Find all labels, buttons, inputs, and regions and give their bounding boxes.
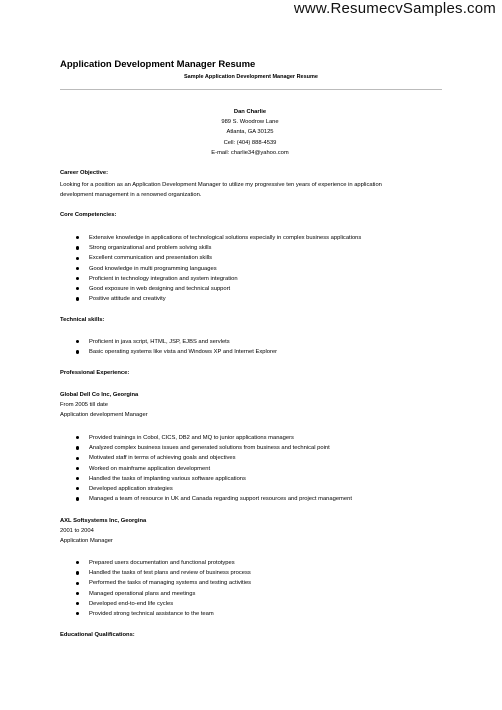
list-item xyxy=(76,337,277,347)
bullet-icon xyxy=(76,561,79,564)
job-duties-list xyxy=(76,433,352,504)
list-item xyxy=(76,253,361,263)
bullet-icon xyxy=(76,446,79,449)
bullet-icon xyxy=(76,436,79,439)
list-item xyxy=(76,443,352,453)
list-item-text: Prepared users documentation and functional prototypes xyxy=(89,560,235,566)
core-competencies-heading: Core Competencies: xyxy=(60,212,117,218)
document-subtitle-text: Sample Application Development Manager Resume xyxy=(184,74,318,80)
list-item-text: Performed the tasks of managing systems and testing activities xyxy=(89,580,252,587)
list-item xyxy=(76,578,251,588)
list-item-text: Excellent communication and presentation skills xyxy=(89,255,213,262)
technical-skills-list xyxy=(76,337,277,357)
professional-experience-heading: Professional Experience: xyxy=(60,370,130,376)
job-dates: From 2005 till date xyxy=(60,402,109,409)
list-item-text: Developed application strategies xyxy=(89,486,173,493)
list-item xyxy=(76,599,251,609)
city-line: Atlanta, GA 30125 xyxy=(226,129,274,136)
list-item xyxy=(76,589,251,599)
bullet-icon xyxy=(76,267,79,270)
list-item-text: Handled the tasks of implanting various software applications xyxy=(89,475,246,482)
list-item-text: Good knowledge in multi programming languages xyxy=(89,265,217,272)
list-item xyxy=(76,274,361,284)
job-dates: 2001 to 2004 xyxy=(60,528,94,535)
career-objective-heading: Career Objective: xyxy=(60,170,109,176)
list-item-text: Proficient in java script, HTML, JSP, EJBS and servlets xyxy=(89,339,230,345)
email-line: E-mail: charlie34@yahoo.com xyxy=(211,149,289,156)
list-item xyxy=(76,474,352,484)
list-item-text: Proficient in technology integration and system integration xyxy=(89,275,238,282)
list-item xyxy=(76,464,352,474)
list-item-text: Managed a team of resource in UK and Canada regarding support resources and project management xyxy=(89,496,352,503)
list-item xyxy=(76,453,352,463)
bullet-icon xyxy=(76,582,79,585)
bullet-icon xyxy=(76,571,79,574)
list-item-text: Provided trainings in Cobol, CICS, DB2 and MQ to junior applications managers xyxy=(89,435,294,441)
bullet-icon xyxy=(76,592,79,595)
list-item xyxy=(76,568,251,578)
bullet-icon xyxy=(76,257,79,260)
job-header xyxy=(60,390,148,421)
list-item-text: Good exposure in web designing and technical support xyxy=(89,286,231,293)
list-item-text: Developed end-to-end life cycles xyxy=(89,600,174,607)
list-item-text: Managed operational plans and meetings xyxy=(89,590,196,597)
list-item-text: Strong organizational and problem solving skills xyxy=(89,245,212,252)
candidate-name: Dan Charlie xyxy=(233,109,267,115)
bullet-icon xyxy=(76,467,79,470)
bullet-icon xyxy=(76,477,79,480)
list-item xyxy=(76,347,277,357)
cell-line: Cell: (404) 888-4539 xyxy=(223,139,277,146)
list-item-text: Analyzed complex business issues and generated solutions from business and technical point xyxy=(89,445,330,452)
list-item-text: Positive attitude and creativity xyxy=(89,296,166,303)
list-item xyxy=(76,609,251,619)
bullet-icon xyxy=(76,246,79,249)
core-competencies-list xyxy=(76,233,361,304)
company-name: Global Dell Co Inc, Georgina xyxy=(60,392,139,398)
bullet-icon xyxy=(76,602,79,605)
list-item-text: Motivated staff in terms of achieving goals and objectives xyxy=(89,455,236,462)
bullet-icon xyxy=(76,340,79,343)
bullet-icon xyxy=(76,497,79,500)
header-divider xyxy=(60,89,442,90)
job-role: Application Manager xyxy=(60,538,113,545)
list-item xyxy=(76,284,361,294)
company-name: AXL Softsystems Inc, Georgina xyxy=(60,518,147,524)
address-line: 989 S. Woodrow Lane xyxy=(221,119,279,126)
list-item xyxy=(76,243,361,253)
list-item-text: Extensive knowledge in applications of technological solutions especially in complex business applications xyxy=(89,235,362,241)
list-item xyxy=(76,433,352,443)
bullet-icon xyxy=(76,487,79,490)
list-item-text: Worked on mainframe application development xyxy=(89,465,211,472)
list-item xyxy=(76,484,352,494)
list-item xyxy=(76,558,251,568)
career-objective-text xyxy=(60,180,450,200)
list-item xyxy=(76,494,352,504)
list-item-text: Provided strong technical assistance to the team xyxy=(89,611,214,618)
site-watermark: www.ResumecvSamples.com xyxy=(293,0,496,17)
bullet-icon xyxy=(76,457,79,460)
technical-skills-heading: Technical skills: xyxy=(60,317,105,323)
contact-block xyxy=(200,107,300,158)
document-subtitle xyxy=(0,74,502,80)
bullet-icon xyxy=(76,297,79,300)
list-item-text: Handled the tasks of test plans and review of business process xyxy=(89,570,251,577)
list-item xyxy=(76,264,361,274)
job-header xyxy=(60,516,146,547)
bullet-icon xyxy=(76,277,79,280)
list-item xyxy=(76,233,361,243)
bullet-icon xyxy=(76,612,79,615)
bullet-icon xyxy=(76,236,79,239)
career-objective-line: Looking for a position as an Application Development Manager to utilize my progressive ten years of experience in application xyxy=(60,182,382,188)
bullet-icon xyxy=(76,350,79,353)
list-item-text: Basic operating systems like vista and Windows XP and Internet Explorer xyxy=(89,349,278,356)
list-item xyxy=(76,294,361,304)
career-objective-line: development management in a renowned organization. xyxy=(60,192,202,199)
bullet-icon xyxy=(76,287,79,290)
job-role: Application development Manager xyxy=(60,412,148,419)
document-title: Application Development Manager Resume xyxy=(60,59,256,70)
job-duties-list xyxy=(76,558,251,619)
educational-qualifications-heading: Educational Qualifications: xyxy=(60,632,135,638)
